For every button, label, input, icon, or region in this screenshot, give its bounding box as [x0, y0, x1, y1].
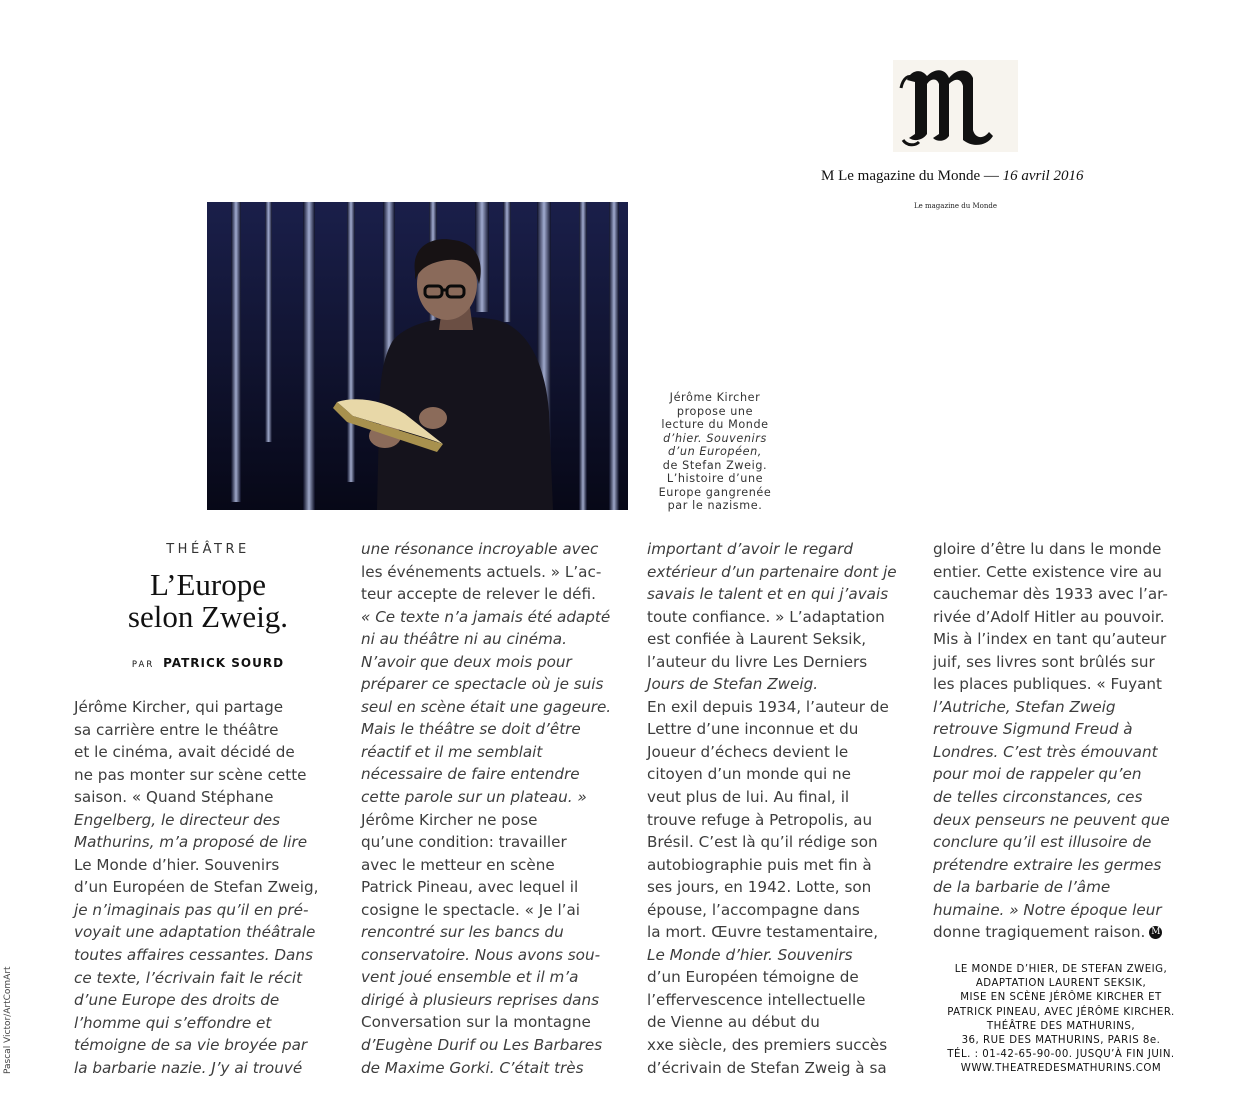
m-blackletter-icon: [893, 60, 1018, 152]
body-line: humaine. » Notre époque leur: [933, 900, 1162, 919]
publication-name: M Le magazine du Monde —: [821, 168, 999, 184]
byline-par: PAR: [131, 660, 155, 670]
body-line: saison. « Quand Stéphane: [74, 788, 274, 807]
body-line: d’un Européen témoigne de: [647, 968, 859, 987]
body-line: vent joué ensemble et il m’a: [361, 968, 579, 987]
body-line: sa carrière entre le théâtre: [74, 720, 279, 739]
body-line: les événements actuels. » L’ac-: [361, 562, 602, 581]
body-line: Brésil. C’est là qu’il rédige son: [647, 833, 878, 852]
body-line: gloire d’être lu dans le monde: [933, 540, 1162, 558]
body-line: Conversation sur la montagne: [361, 1013, 591, 1032]
body-line: l’effervescence intellectuelle: [647, 990, 866, 1009]
body-line: xxe siècle, des premiers succès: [647, 1036, 888, 1055]
body-line: de Vienne au début du: [647, 1013, 820, 1032]
m-endmark-icon: M: [1151, 927, 1161, 938]
caption-line: Jérôme Kircher: [669, 391, 761, 404]
body-line: Mis à l’index en tant qu’auteur: [933, 630, 1167, 649]
body-line: ce texte, l’écrivain fait le récit: [74, 968, 303, 987]
body-line: les places publiques. « Fuyant: [933, 675, 1162, 694]
body-line: l’homme qui s’effondre et: [74, 1013, 272, 1032]
body-line: Jérôme Kircher, qui partage: [74, 698, 284, 716]
body-line-text: donne tragiquement raison.: [933, 923, 1146, 942]
body-line: la mort. Œuvre testamentaire,: [647, 923, 879, 942]
body-line: dirigé à plusieurs reprises dans: [361, 990, 600, 1009]
info-line: WWW.THEATREDESMATHURINS.COM: [960, 1063, 1162, 1075]
body-line: savais le talent et en qui j’avais: [647, 585, 889, 604]
body-line: cosigne le spectacle. « Je l’ai: [361, 900, 581, 919]
article-column-2: [361, 538, 611, 1079]
photo-reading-actor-icon: [207, 202, 628, 510]
body-line: de Maxime Gorki. C’était très: [361, 1058, 584, 1077]
body-line: épouse, l’accompagne dans: [647, 900, 860, 919]
body-line: Londres. C’est très émouvant: [933, 742, 1158, 761]
body-line: avec le metteur en scène: [361, 855, 555, 874]
section-kicker: THÉÂTRE: [166, 542, 250, 557]
article-photo: [207, 202, 628, 510]
body-line: réactif et il me semblait: [361, 742, 543, 761]
body-line: toutes affaires cessantes. Dans: [74, 946, 313, 965]
photo-caption: [645, 391, 785, 513]
body-line: ne pas monter sur scène cette: [74, 765, 307, 784]
body-line: entier. Cette existence vire au: [933, 562, 1162, 581]
body-line: toute confiance. » L’adaptation: [647, 607, 885, 626]
byline: [72, 656, 344, 670]
body-line: rivée d’Adolf Hitler au pouvoir.: [933, 607, 1165, 626]
body-line: deux penseurs ne peuvent que: [933, 810, 1170, 829]
info-line: 36, RUE DES MATHURINS, PARIS 8e.: [961, 1035, 1161, 1047]
body-line: Engelberg, le directeur des: [74, 810, 281, 829]
caption-line: par le nazisme.: [667, 499, 763, 512]
body-line: retrouve Sigmund Freud à: [933, 720, 1133, 739]
body-line: pour moi de rappeler qu’en: [933, 765, 1142, 784]
body-line: En exil depuis 1934, l’auteur de: [647, 697, 889, 716]
body-line: trouve refuge à Petropolis, au: [647, 810, 873, 829]
body-line: témoigne de sa vie broyée par: [74, 1036, 308, 1055]
body-line: prétendre extraire les germes: [933, 855, 1162, 874]
info-line: LE MONDE D’HIER, DE STEFAN ZWEIG,: [954, 964, 1168, 975]
photo-credit: Pascal Victor/ArtComArt: [3, 966, 13, 1074]
body-line: Jours de Stefan Zweig.: [647, 675, 819, 694]
title-line-1: L’Europe: [150, 567, 266, 602]
body-line: cauchemar dès 1933 avec l’ar-: [933, 585, 1168, 604]
article-column-1: [74, 696, 318, 1079]
body-line: de telles circonstances, ces: [933, 788, 1143, 807]
info-line: PATRICK PINEAU, AVEC JÉRÔME KIRCHER.: [947, 1006, 1175, 1018]
body-line: Mais le théâtre se doit d’être: [361, 720, 581, 739]
body-line: préparer ce spectacle où je suis: [361, 675, 604, 694]
body-line: est confiée à Laurent Seksik,: [647, 630, 867, 649]
info-line: ADAPTATION LAURENT SEKSIK,: [975, 978, 1147, 990]
publication-line: [821, 168, 1083, 185]
body-line: je n’imaginais pas qu’il en pré-: [74, 900, 309, 919]
body-line: ni au théâtre ni au cinéma.: [361, 630, 567, 649]
info-line: THÉÂTRE DES MATHURINS,: [986, 1020, 1136, 1032]
caption-line: de Stefan Zweig.: [662, 458, 768, 472]
byline-author: PATRICK SOURD: [163, 656, 285, 670]
info-line: TÉL. : 01-42-65-90-00. JUSQU’À FIN JUIN.: [947, 1049, 1175, 1061]
caption-line: d’hier. Souvenirs: [663, 431, 767, 445]
body-line: l’Autriche, Stefan Zweig: [933, 697, 1116, 716]
body-line: cette parole sur un plateau. »: [361, 788, 587, 807]
body-line: voyait une adaptation théâtrale: [74, 923, 316, 942]
body-line-last: [933, 921, 1170, 944]
body-line: d’une Europe des droits de: [74, 991, 280, 1010]
body-line: Le Monde d’hier. Souvenirs: [74, 855, 280, 874]
body-line: d’un Européen de Stefan Zweig,: [74, 878, 319, 897]
body-line: une résonance incroyable avec: [361, 540, 599, 558]
body-line: « Ce texte n’a jamais été adapté: [361, 607, 611, 626]
caption-line: lecture du Monde: [661, 418, 769, 431]
body-line: conclure qu’il est illusoire de: [933, 833, 1152, 852]
body-line: important d’avoir le regard: [647, 540, 854, 558]
body-line: d’écrivain de Stefan Zweig à sa: [647, 1058, 887, 1077]
show-info: [930, 963, 1192, 1077]
body-line: l’auteur du livre Les Derniers: [647, 652, 868, 671]
body-line: N’avoir que deux mois pour: [361, 652, 572, 671]
body-line: citoyen d’un monde qui ne: [647, 765, 851, 784]
body-line: Jérôme Kircher ne pose: [361, 810, 538, 829]
title-line-2: selon Zweig.: [127, 599, 289, 634]
body-line: d’Eugène Durif ou Les Barbares: [361, 1036, 603, 1055]
body-line: Joueur d’échecs devient le: [647, 742, 849, 761]
body-line: de la barbarie de l’âme: [933, 878, 1111, 897]
body-line: nécessaire de faire entendre: [361, 765, 580, 784]
logo-subtitle: Le magazine du Monde: [913, 202, 997, 210]
caption-line: L’histoire d’une: [666, 472, 764, 485]
body-line: Lettre d’une inconnue et du: [647, 720, 859, 739]
body-line: juif, ses livres sont brûlés sur: [933, 652, 1155, 671]
body-line: veut plus de lui. Au final, il: [647, 788, 850, 807]
caption-line: d’un Européen,: [668, 445, 762, 458]
body-line: teur accepte de relever le défi.: [361, 585, 596, 604]
body-line: et le cinéma, avait décidé de: [74, 743, 295, 762]
body-line: Le Monde d’hier. Souvenirs: [647, 945, 853, 964]
caption-line: Europe gangrenée: [658, 485, 772, 499]
caption-line: propose une: [676, 404, 754, 418]
info-line: MISE EN SCÈNE JÉRÔME KIRCHER ET: [960, 992, 1162, 1004]
body-line: ses jours, en 1942. Lotte, son: [647, 878, 872, 897]
body-line: seul en scène était une gageure.: [361, 697, 612, 716]
body-line: Mathurins, m’a proposé de lire: [74, 833, 308, 852]
body-line: extérieur d’un partenaire dont je: [647, 562, 897, 581]
article-column-3: [647, 538, 897, 1079]
article-column-4: [933, 538, 1170, 944]
body-line: autobiographie puis met fin à: [647, 855, 872, 874]
publication-date: 16 avril 2016: [1002, 168, 1084, 184]
body-line: qu’une condition: travailler: [361, 833, 567, 852]
body-line: conservatoire. Nous avons sou-: [361, 945, 601, 964]
body-line: la barbarie nazie. J’y ai trouvé: [74, 1058, 303, 1077]
body-line: rencontré sur les bancs du: [361, 923, 564, 942]
body-line: Patrick Pineau, avec lequel il: [361, 878, 579, 897]
article-title: [72, 569, 344, 633]
